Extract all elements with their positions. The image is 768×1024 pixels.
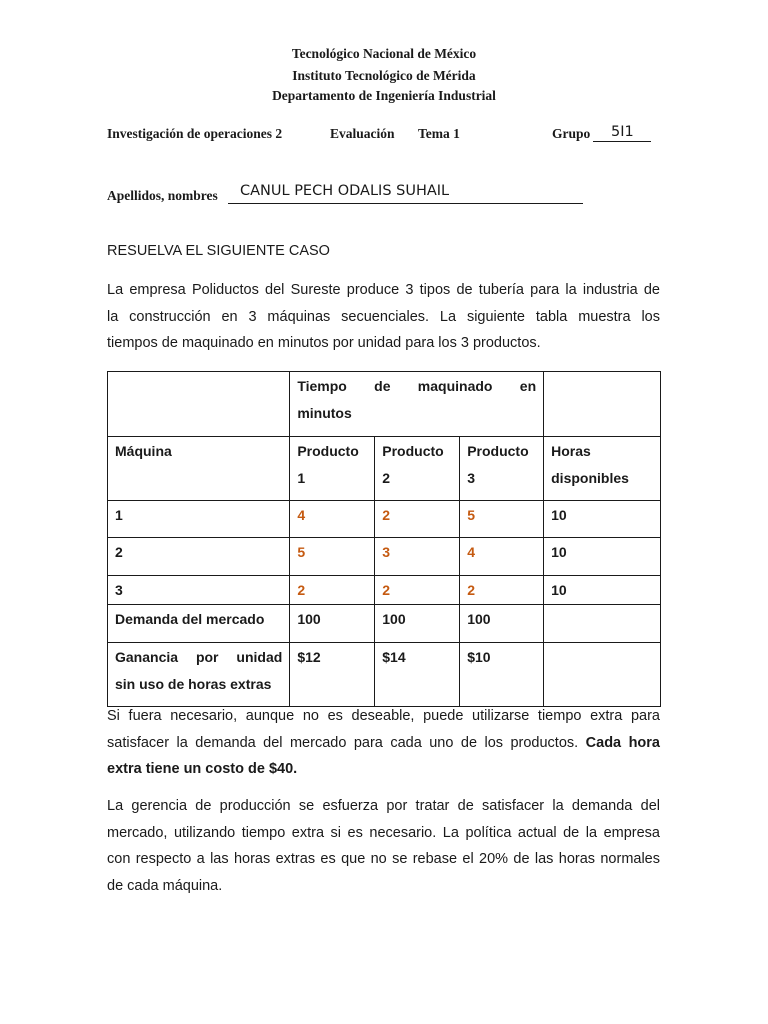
table-row bbox=[108, 501, 661, 538]
institution-name: Tecnológico Nacional de México bbox=[291, 46, 477, 61]
cell-product-1: 5 bbox=[290, 538, 375, 576]
cell-product-1: 100 bbox=[290, 605, 375, 643]
overtime-paragraph bbox=[107, 703, 660, 783]
table-cell-empty bbox=[544, 605, 661, 643]
row-label: 1 bbox=[108, 501, 290, 538]
col-header-hours bbox=[544, 437, 661, 501]
col-header-text: 3 bbox=[467, 470, 475, 486]
group-value: 5I1 bbox=[611, 124, 634, 140]
policy-line: con respecto a las horas extras es que no se rebase el 20% de las horas normales bbox=[107, 851, 660, 867]
table-cell-empty bbox=[544, 372, 661, 437]
col-header-text: Producto bbox=[382, 443, 444, 459]
cell-product-2: 2 bbox=[375, 501, 460, 538]
col-header-product-2 bbox=[375, 437, 460, 501]
row-label: Demanda del mercado bbox=[108, 605, 290, 643]
department-name: Departamento de Ingeniería Industrial bbox=[272, 88, 496, 103]
course-name: Investigación de operaciones 2 bbox=[107, 126, 283, 141]
col-header-text: Producto bbox=[297, 443, 359, 459]
cell-product-3: 2 bbox=[460, 576, 544, 605]
cell-product-2: 2 bbox=[375, 576, 460, 605]
cell-product-2: $14 bbox=[375, 643, 460, 707]
case-title: RESUELVA EL SIGUIENTE CASO bbox=[107, 243, 330, 259]
table-row bbox=[108, 538, 661, 576]
table-column-header-row bbox=[108, 437, 661, 501]
cell-hours: 10 bbox=[544, 576, 661, 605]
machining-table bbox=[107, 371, 661, 707]
row-label: 3 bbox=[108, 576, 290, 605]
row-label bbox=[108, 643, 290, 707]
row-label: 2 bbox=[108, 538, 290, 576]
cell-product-1: 4 bbox=[290, 501, 375, 538]
overtime-line bbox=[107, 756, 660, 783]
table-row-profit bbox=[108, 643, 661, 707]
cell-hours: 10 bbox=[544, 501, 661, 538]
col-header-text: Horas bbox=[551, 443, 591, 459]
name-field bbox=[228, 184, 583, 204]
col-header-text: 2 bbox=[382, 470, 391, 486]
col-header-text: Producto bbox=[467, 443, 529, 459]
table-header-row bbox=[108, 372, 661, 437]
profit-label-line2: sin uso de horas extras bbox=[115, 676, 272, 692]
cell-product-1: 2 bbox=[290, 576, 375, 605]
cell-product-1: $12 bbox=[290, 643, 375, 707]
topic-label: Tema 1 bbox=[418, 126, 460, 141]
table-row bbox=[108, 576, 661, 605]
table-cell-empty bbox=[544, 643, 661, 707]
col-header-product-1 bbox=[290, 437, 375, 501]
table-row-demand bbox=[108, 605, 661, 643]
intro-line: la construcción en 3 máquinas secuenciales. La siguiente tabla muestra los bbox=[107, 308, 660, 325]
cell-product-3: 4 bbox=[460, 538, 544, 576]
col-header-text: disponibles bbox=[551, 470, 629, 486]
intro-line: tiempos de maquinado en minutos por unidad para los 3 productos. bbox=[107, 335, 541, 351]
intro-paragraph bbox=[107, 277, 660, 357]
cell-product-3: 5 bbox=[460, 501, 544, 538]
cell-product-2: 100 bbox=[375, 605, 460, 643]
cell-hours: 10 bbox=[544, 538, 661, 576]
cell-product-3: $10 bbox=[460, 643, 544, 707]
name-value: CANUL PECH ODALIS SUHAIL bbox=[240, 183, 450, 199]
time-group-header-line1: Tiempo de maquinado en bbox=[297, 378, 537, 394]
evaluation-label: Evaluación bbox=[330, 126, 395, 141]
overtime-line: Si fuera necesario, aunque no es deseable, puede utilizarse tiempo extra para bbox=[107, 708, 660, 724]
institute-name: Instituto Tecnológico de Mérida bbox=[292, 68, 476, 83]
profit-label-line1: Ganancia por unidad bbox=[115, 649, 283, 665]
policy-line: mercado, utilizando tiempo extra si es necesario. La política actual de la empresa bbox=[107, 824, 660, 841]
table-cell-empty bbox=[108, 372, 290, 437]
overtime-line bbox=[107, 730, 660, 757]
col-header-product-3 bbox=[460, 437, 544, 501]
col-header-text: 1 bbox=[297, 470, 306, 486]
overtime-cost-emphasis: extra tiene un costo de $40. bbox=[107, 761, 298, 777]
policy-paragraph bbox=[107, 793, 660, 899]
intro-line: La empresa Poliductos del Sureste produce 3 tipos de tubería para la industria de bbox=[107, 282, 660, 298]
time-group-header-line2: minutos bbox=[297, 405, 352, 421]
time-group-header bbox=[290, 372, 544, 437]
col-header-machine: Máquina bbox=[108, 437, 290, 501]
policy-line: La gerencia de producción se esfuerza por tratar de satisfacer la demanda del bbox=[107, 798, 660, 814]
policy-line: de cada máquina. bbox=[107, 877, 223, 894]
group-field bbox=[593, 126, 651, 142]
overtime-cost-emphasis: Cada hora bbox=[585, 734, 660, 751]
overtime-text: satisfacer la demanda del mercado para cada uno de los productos. bbox=[107, 734, 579, 751]
group-label: Grupo bbox=[552, 126, 591, 141]
cell-product-2: 3 bbox=[375, 538, 460, 576]
cell-product-3: 100 bbox=[460, 605, 544, 643]
name-label: Apellidos, nombres bbox=[107, 188, 218, 203]
